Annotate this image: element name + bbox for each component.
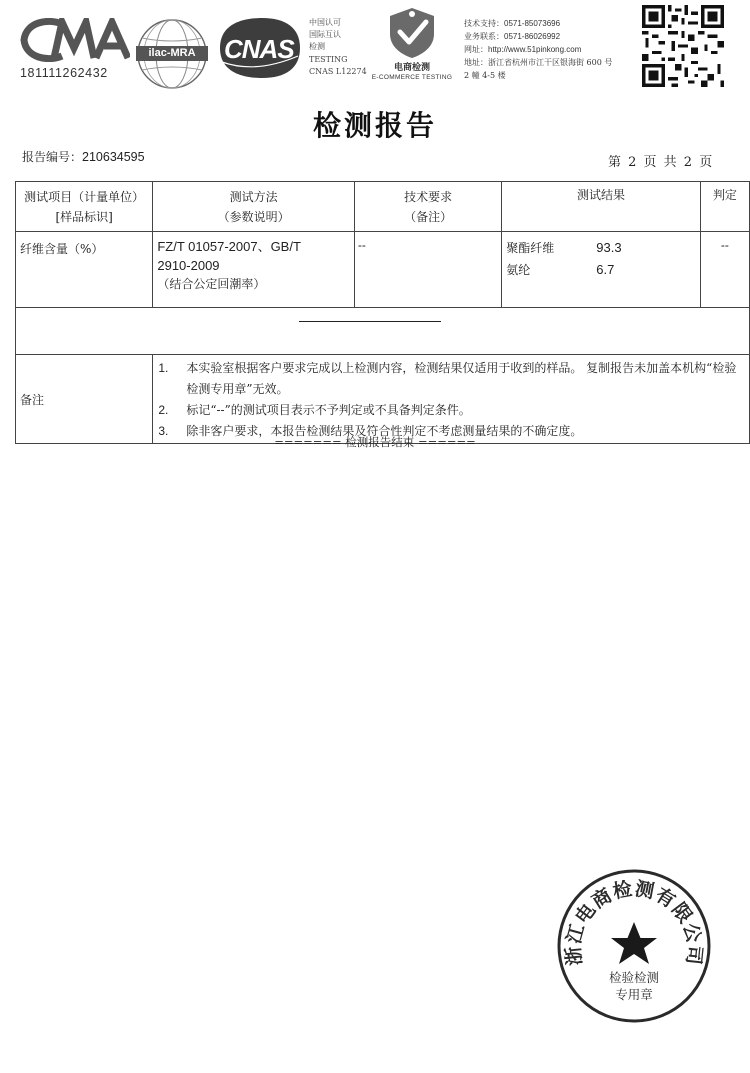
seal-company-text: 浙江电商检测有限公司 bbox=[562, 877, 706, 967]
results-table bbox=[15, 181, 750, 444]
note-text: 标记“--”的测试项目表示不予判定或不具备判定条件。 bbox=[186, 403, 471, 417]
divider-line bbox=[299, 321, 441, 322]
header-line: 技术要求 bbox=[404, 189, 453, 204]
ilac-mra-text: ilac-MRA bbox=[136, 46, 208, 61]
header-line: 测试项目（计量单位） bbox=[24, 189, 145, 204]
notes-row bbox=[16, 355, 750, 444]
ecommerce-logo-en: E-COMMERCE TESTING bbox=[371, 74, 453, 81]
report-number-label: 报告编号： bbox=[22, 150, 83, 164]
judgement-cell: -- bbox=[700, 232, 749, 308]
shield-check-icon bbox=[364, 4, 460, 60]
report-end-marker: ======= 检测报告结束 ====== bbox=[274, 435, 476, 449]
header-line: 测试结果 bbox=[577, 188, 626, 202]
contact-label: 网址： bbox=[464, 45, 488, 54]
contact-row-support bbox=[464, 17, 634, 30]
report-number bbox=[22, 148, 145, 165]
fiber-percent: 6.7 bbox=[596, 262, 615, 277]
column-header-item bbox=[16, 182, 153, 232]
result-line bbox=[506, 259, 700, 281]
header-line: （备注） bbox=[404, 209, 453, 224]
note-text: 除非客户要求，本报告检测结果及符合性判定不考虑测量结果的不确定度。 bbox=[186, 424, 583, 438]
note-item bbox=[158, 358, 745, 400]
header-line: 测试方法 bbox=[229, 189, 278, 204]
column-header-method bbox=[153, 182, 355, 232]
website-link[interactable]: http://www.51pinkong.com bbox=[488, 45, 582, 54]
blank-cell bbox=[16, 308, 750, 355]
table-row bbox=[16, 232, 750, 308]
cnas-logo bbox=[216, 16, 302, 80]
official-seal-icon bbox=[556, 868, 712, 1024]
page-indicator: 第 2 页 共 2 页 bbox=[608, 155, 713, 170]
contact-value: 0571-86026992 bbox=[504, 32, 561, 41]
fiber-name: 氨纶 bbox=[506, 263, 531, 277]
table-header-row bbox=[16, 182, 750, 232]
requirement-cell: -- bbox=[354, 232, 501, 308]
fiber-name: 聚酯纤维 bbox=[506, 241, 555, 255]
seal-purpose-line: 专用章 bbox=[615, 987, 653, 1002]
contact-label: 地址： bbox=[464, 58, 488, 67]
test-item-cell: 纤维含量（%） bbox=[16, 232, 153, 308]
ecommerce-testing-logo bbox=[364, 4, 460, 84]
report-number-value: 210634595 bbox=[82, 150, 145, 164]
accreditation-line: TESTING bbox=[309, 54, 348, 64]
result-line bbox=[506, 237, 700, 259]
contact-row-website bbox=[464, 43, 634, 56]
header-line: 判定 bbox=[712, 188, 737, 202]
method-standard: FZ/T 01057-2007、GB/T bbox=[157, 239, 301, 254]
notes-cell bbox=[153, 355, 750, 444]
contact-row-address-2 bbox=[464, 69, 634, 82]
contact-row-address bbox=[464, 56, 634, 69]
contact-value: 0571-85073696 bbox=[504, 19, 561, 28]
column-header-requirement bbox=[354, 182, 501, 232]
result-cell bbox=[502, 232, 701, 308]
cma-logo bbox=[18, 18, 130, 82]
accreditation-line: 中国认可 bbox=[309, 18, 341, 27]
note-number: 1. bbox=[158, 361, 169, 375]
accreditation-line: 国际互认 bbox=[309, 30, 341, 40]
page-title: 检测报告 bbox=[312, 109, 437, 142]
column-header-result bbox=[502, 182, 701, 232]
contact-label: 业务联系： bbox=[464, 32, 504, 41]
qr-code-icon[interactable] bbox=[642, 5, 724, 87]
cnas-text: CNAS bbox=[224, 34, 294, 64]
column-header-judgement bbox=[700, 182, 749, 232]
cma-number: 181111262432 bbox=[20, 66, 108, 80]
note-item bbox=[158, 400, 745, 421]
blank-row bbox=[16, 308, 750, 355]
header-line: [样品标识] bbox=[55, 209, 113, 224]
star-icon bbox=[611, 922, 657, 964]
method-standard: 2910-2009 bbox=[157, 258, 220, 273]
contact-value: 2 幢 4-5 楼 bbox=[464, 71, 506, 80]
header-line: （参数说明） bbox=[217, 209, 290, 224]
ecommerce-logo-cn: 电商检测 bbox=[393, 63, 430, 73]
contact-label: 技术支持： bbox=[464, 19, 504, 28]
method-note: （结合公定回潮率） bbox=[157, 277, 266, 291]
notes-label: 备注 bbox=[16, 355, 153, 444]
contact-value: 浙江省杭州市江干区银海街 600 号 bbox=[488, 58, 613, 67]
contact-info bbox=[464, 17, 634, 82]
fiber-percent: 93.3 bbox=[596, 240, 622, 255]
test-method-cell bbox=[153, 232, 355, 308]
note-text: 本实验室根据客户要求完成以上检测内容，检测结果仅适用于收到的样品。 复制报告未加盖本机构“检验检测专用章”无效。 bbox=[186, 361, 737, 396]
ilac-mra-logo bbox=[136, 18, 208, 90]
note-number: 3. bbox=[158, 424, 169, 438]
accreditation-line: CNAS L12274 bbox=[309, 66, 367, 76]
accreditation-line: 检测 bbox=[309, 42, 325, 52]
contact-row-business bbox=[464, 30, 634, 43]
cma-mark-icon bbox=[18, 18, 130, 62]
note-number: 2. bbox=[158, 403, 169, 417]
seal-purpose-line: 检验检测 bbox=[608, 970, 660, 985]
